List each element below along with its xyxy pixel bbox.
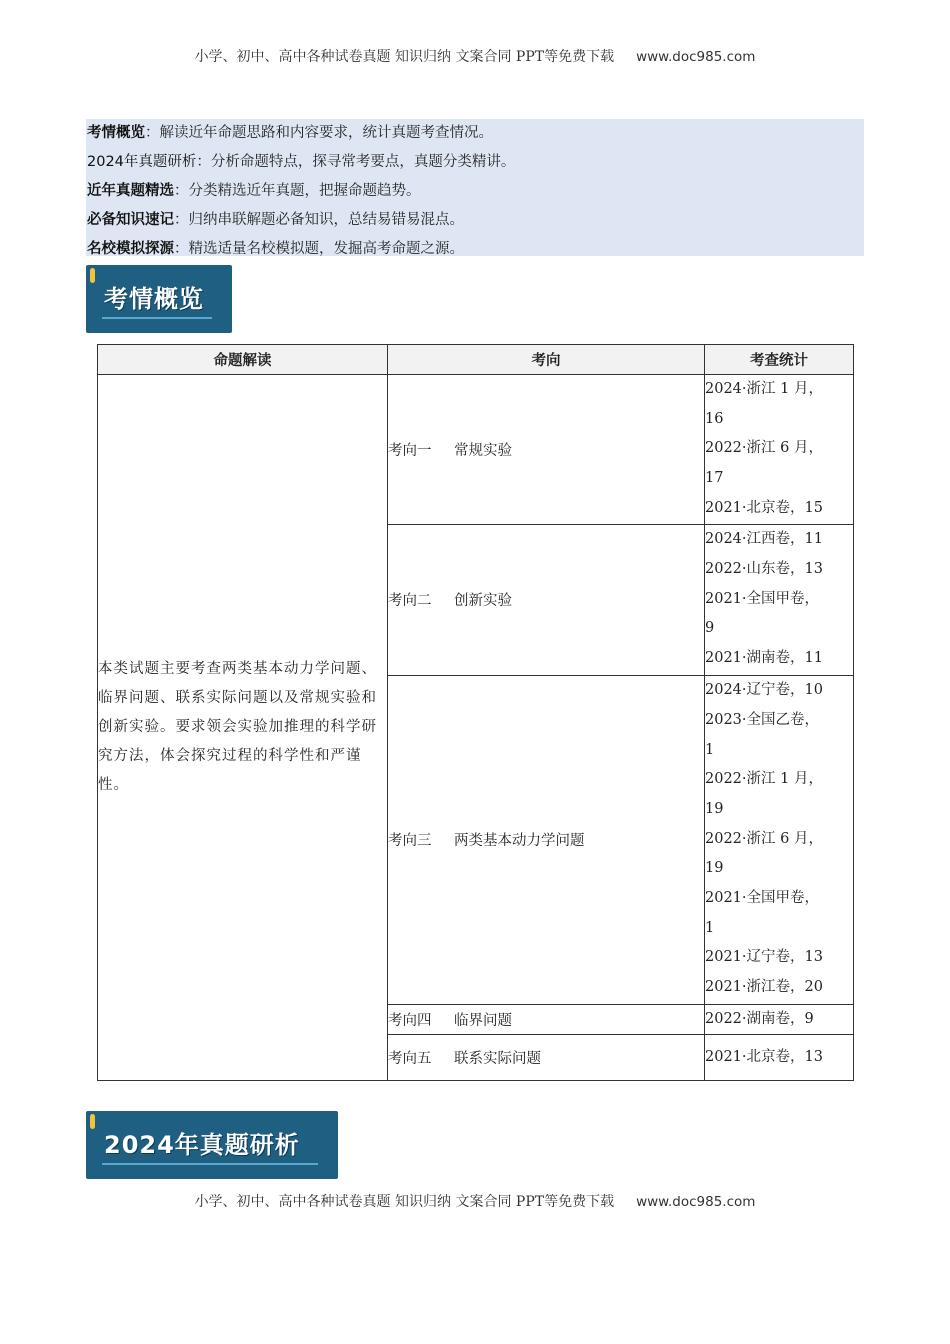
direction-cell: 考向五 联系实际问题 [388, 1035, 705, 1081]
footer-site-link[interactable]: www.doc985.com [636, 1194, 756, 1210]
stats-cell: 2022·湖南卷，9 [705, 1004, 854, 1035]
intro-line-knowledge: 必备知识速记：归纳串联解题必备知识，总结易错易混点。 [87, 212, 464, 228]
table-row [98, 375, 854, 525]
section-banner-overview [86, 265, 232, 333]
header-text: 小学、初中、高中各种试卷真题 知识归纳 文案合同 PPT等免费下载 [194, 49, 615, 65]
banner-underline [102, 317, 212, 319]
intro-line-overview: 考情概览：解读近年命题思路和内容要求，统计真题考查情况。 [87, 125, 493, 141]
stats-cell: 2024·辽宁卷，10 2023·全国乙卷， 1 2022·浙江 1 月， 19 2022·浙江 6 月， 19 2021·全国甲卷， 1 2021·辽宁卷，13 2021·浙江卷，20 [705, 675, 854, 1004]
table-header-row [98, 345, 854, 375]
banner-accent-mark [90, 1114, 95, 1129]
proposition-description: 本类试题主要考查两类基本动力学问题、临界问题、联系实际问题以及常规实验和创新实验。要求领会实验加推理的科学研究方法，体会探究过程的科学性和严谨性。 [98, 375, 388, 1081]
page-footer [0, 1191, 950, 1211]
footer-text: 小学、初中、高中各种试卷真题 知识归纳 文案合同 PPT等免费下载 [194, 1194, 615, 1210]
stats-cell: 2021·北京卷，13 [705, 1035, 854, 1081]
banner-accent-mark [90, 268, 95, 283]
direction-cell: 考向三 两类基本动力学问题 [388, 675, 705, 1004]
page-header [0, 46, 950, 66]
direction-cell: 考向一 常规实验 [388, 375, 705, 525]
banner-underline [102, 1163, 318, 1165]
column-header: 考向 [388, 345, 705, 375]
overview-table [97, 344, 854, 1081]
intro-line-research: 2024年真题研析：分析命题特点，探寻常考要点，真题分类精讲。 [87, 154, 516, 170]
stats-cell: 2024·江西卷，11 2022·山东卷，13 2021·全国甲卷， 9 2021·湖南卷，11 [705, 524, 854, 675]
intro-line-selection: 近年真题精选：分类精选近年真题，把握命题趋势。 [87, 183, 421, 199]
direction-cell: 考向四 临界问题 [388, 1004, 705, 1035]
header-site-link[interactable]: www.doc985.com [636, 49, 756, 65]
direction-cell: 考向二 创新实验 [388, 524, 705, 675]
banner-title: 2024年真题研析 [104, 1131, 300, 1159]
column-header: 考查统计 [705, 345, 854, 375]
stats-cell: 2024·浙江 1 月， 16 2022·浙江 6 月， 17 2021·北京卷，15 [705, 375, 854, 525]
intro-line-mock: 名校模拟探源：精选适量名校模拟题，发掘高考命题之源。 [87, 241, 464, 257]
intro-box [86, 119, 864, 256]
section-banner-research [86, 1111, 338, 1179]
column-header: 命题解读 [98, 345, 388, 375]
banner-title: 考情概览 [104, 285, 204, 313]
